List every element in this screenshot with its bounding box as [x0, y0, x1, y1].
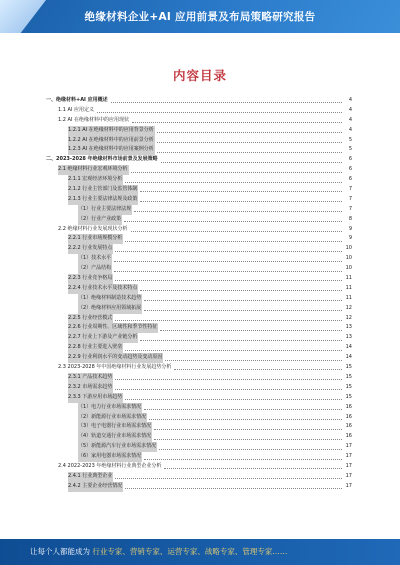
toc-dot-leader [125, 350, 342, 351]
toc-entry-label: 2.1.2 行业主管部门及监管体制 [68, 185, 138, 195]
toc-page-number: 11 [345, 294, 352, 301]
toc-entry[interactable] [46, 284, 352, 294]
toc-page-number: 6 [348, 166, 352, 173]
toc-entry[interactable] [46, 244, 352, 254]
toc-entry[interactable] [46, 274, 352, 284]
toc-entry-label: （2）新能源行业市场需求情况 [78, 413, 147, 423]
toc-dot-leader [115, 320, 342, 321]
toc-entry-label: 2.2 绝缘材料行业发展现状分析 [58, 225, 128, 232]
toc-dot-leader [165, 360, 342, 361]
toc-entry-label: （1）技术水平 [78, 254, 112, 264]
toc-entry-label: 1.2.2 AI 在绝缘材料中的应用前景分析 [68, 136, 155, 146]
toc-entry[interactable] [46, 136, 352, 146]
toc-entry[interactable] [46, 452, 352, 462]
toc-page-number: 17 [345, 472, 352, 479]
toc-entry[interactable] [46, 215, 352, 225]
toc-dot-leader [131, 172, 342, 173]
toc-entry[interactable] [46, 264, 352, 274]
toc-page-number: 15 [345, 373, 352, 380]
toc-page-number: 12 [345, 314, 352, 321]
toc-dot-leader [132, 122, 342, 123]
toc-entry[interactable] [46, 393, 352, 403]
toc-entry-label: 2.3.2 市场需求趋势 [68, 383, 113, 393]
toc-entry-label: 二、2023-2028 年绝缘材料市场前景及发展策略 [46, 156, 158, 163]
toc-page-number: 11 [345, 284, 352, 291]
toc-page-number: 4 [348, 97, 352, 103]
toc-entry-label: （3）电子电器行业市场需求情况 [78, 422, 152, 432]
toc-entry[interactable] [46, 165, 352, 175]
toc-entry[interactable] [46, 106, 352, 116]
toc-entry-label: 2.1.1 宏观经济环境分析 [68, 175, 123, 185]
toc-entry[interactable] [46, 343, 352, 353]
toc-page-number: 14 [345, 354, 352, 361]
toc-page-number: 16 [345, 423, 352, 430]
toc-entry-label: 2.1.3 行业主要法律法规及政策 [68, 195, 138, 205]
toc-dot-leader [114, 261, 342, 262]
toc-dot-leader [125, 182, 342, 183]
report-title: 绝缘材料企业+AI 应用前景及布局策略研究报告 [84, 11, 316, 23]
toc-dot-leader [144, 310, 342, 311]
toc-dot-leader [160, 330, 342, 331]
toc-dot-leader [115, 478, 342, 479]
toc-entry-label: 2.2.7 行业上下游及产业链分析 [68, 333, 138, 343]
toc-entry-label: 一、绝缘材料+AI 应用概述 [46, 97, 108, 103]
toc-dot-leader [164, 468, 342, 469]
toc-dot-leader [157, 132, 342, 133]
toc-dot-leader [134, 211, 342, 212]
toc-entry-label: （2）行业产业政策 [78, 215, 122, 225]
toc-entry[interactable] [46, 323, 352, 333]
toc-entry[interactable] [46, 373, 352, 383]
toc-dot-leader [154, 429, 342, 430]
toc-dot-leader [111, 102, 342, 103]
table-of-contents [46, 96, 352, 492]
toc-entry[interactable] [46, 383, 352, 393]
toc-page-number: 14 [345, 344, 352, 351]
header-banner [0, 0, 400, 33]
toc-dot-leader [115, 389, 342, 390]
toc-entry[interactable] [46, 422, 352, 432]
toc-dot-leader [114, 271, 342, 272]
toc-entry[interactable] [46, 116, 352, 126]
toc-dot-leader [140, 290, 342, 291]
toc-entry-label: （1）绝缘材料制造技术趋势 [78, 294, 142, 304]
toc-page-number: 11 [345, 275, 352, 282]
toc-entry[interactable] [46, 195, 352, 205]
toc-entry-label: 2.2.8 行业主要进入壁垒 [68, 343, 123, 353]
toc-entry-label: 2.1 绝缘材料行业宏观环境分析 [58, 165, 129, 175]
toc-entry[interactable] [46, 225, 352, 235]
toc-dot-leader [157, 142, 342, 143]
toc-heading: 内容目录 [172, 68, 227, 83]
toc-entry[interactable] [46, 462, 352, 472]
toc-entry-label: （2）绝缘材料应用领域拓展 [78, 304, 142, 314]
toc-entry[interactable] [46, 254, 352, 264]
toc-entry[interactable] [46, 353, 352, 363]
toc-dot-leader [154, 439, 342, 440]
toc-page-number: 10 [345, 245, 352, 252]
toc-entry[interactable] [46, 234, 352, 244]
toc-dot-leader [159, 449, 342, 450]
toc-entry-label: 2.4.2 主要企业经营情况 [68, 482, 123, 492]
toc-dot-leader [140, 201, 342, 202]
toc-entry-label: 2.2.5 行业经营模式 [68, 314, 113, 324]
toc-dot-leader [125, 399, 342, 400]
toc-dot-leader [161, 162, 342, 163]
toc-dot-leader [115, 379, 342, 380]
toc-entry-label: （4）轨道交通行业市场需求情况 [78, 432, 152, 442]
toc-entry[interactable] [46, 175, 352, 185]
toc-page-number: 8 [348, 215, 352, 222]
toc-entry-label: 2.3 2023-2028 年中国绝缘材料行业发展趋势分析 [58, 364, 172, 371]
toc-entry-label: （2）产品结构 [78, 264, 112, 274]
toc-entry[interactable] [46, 333, 352, 343]
toc-dot-leader [115, 251, 342, 252]
toc-dot-leader [125, 241, 342, 242]
toc-entry-label: 2.2.9 行业利润水平的变动趋势及变动原因 [68, 353, 163, 363]
toc-entry[interactable] [46, 294, 352, 304]
toc-page-number: 4 [348, 126, 352, 133]
toc-page-number: 4 [348, 116, 352, 123]
toc-page-number: 13 [345, 324, 352, 331]
toc-page-number: 15 [345, 393, 352, 400]
toc-page-number: 5 [348, 146, 352, 153]
toc-page-number: 7 [348, 186, 352, 193]
toc-page-number: 4 [348, 106, 352, 113]
toc-entry-label: 2.2.3 行业竞争格局 [68, 274, 113, 284]
toc-entry-label: （1）电力行业市场需求情况 [78, 403, 142, 413]
toc-entry-label: 2.3.1 产品技术趋势 [68, 373, 113, 383]
toc-page-number: 10 [345, 265, 352, 272]
toc-dot-leader [140, 340, 342, 341]
toc-page-number: 17 [345, 453, 352, 460]
toc-entry-label: 2.4.1 行业典型企业 [68, 472, 113, 482]
toc-entry[interactable] [46, 126, 352, 136]
toc-entry[interactable] [46, 363, 352, 373]
toc-entry-label: 2.2.1 行业市场规模分析 [68, 234, 123, 244]
toc-entry-label: （6）家用电器市场需求情况 [78, 452, 142, 462]
toc-page-number: 17 [345, 462, 352, 469]
footer-highlight: 行业专家、营销专家、运营专家、战略专家、管理专家…… [92, 547, 288, 556]
toc-page-number: 15 [345, 383, 352, 390]
toc-page-number: 7 [348, 205, 352, 212]
toc-page-number: 10 [345, 255, 352, 262]
toc-dot-leader [97, 112, 342, 113]
toc-entry-label: 2.2.6 行业周期性、区域性和季节性特征 [68, 323, 158, 333]
toc-dot-leader [144, 300, 342, 301]
toc-dot-leader [140, 191, 342, 192]
footer-lead: 让每个人都能成为 [30, 547, 90, 556]
toc-page-number: 16 [345, 433, 352, 440]
toc-entry-label: 2.2.2 行业发展特点 [68, 244, 113, 254]
toc-entry-label: 1.2.3 AI 在绝缘材料中的应用案例分析 [68, 145, 155, 155]
footer-text [30, 546, 287, 557]
toc-dot-leader [174, 369, 342, 370]
toc-entry[interactable] [46, 205, 352, 215]
toc-dot-leader [115, 280, 342, 281]
footer-banner [0, 539, 400, 565]
toc-dot-leader [124, 221, 342, 222]
toc-dot-leader [131, 231, 342, 232]
toc-dot-leader [125, 488, 342, 489]
toc-page-number: 17 [345, 443, 352, 450]
toc-entry[interactable] [46, 482, 352, 492]
toc-page-number: 12 [345, 304, 352, 311]
toc-entry[interactable] [46, 96, 352, 106]
toc-entry[interactable] [46, 145, 352, 155]
toc-page-number: 15 [345, 364, 352, 371]
toc-page-number: 9 [348, 225, 352, 232]
toc-entry[interactable] [46, 432, 352, 442]
toc-entry-label: 2.3.3 下游应用市场趋势 [68, 393, 123, 403]
toc-entry[interactable] [46, 403, 352, 413]
toc-page-number: 13 [345, 334, 352, 341]
toc-page-number: 6 [348, 156, 352, 163]
toc-page-number: 6 [348, 176, 352, 183]
toc-entry[interactable] [46, 413, 352, 423]
toc-entry-label: 2.4 2022-2023 年绝缘材料行业典型企业分析 [58, 462, 162, 469]
toc-entry[interactable] [46, 185, 352, 195]
toc-page-number: 17 [345, 482, 352, 489]
toc-entry-label: 1.2.1 AI 在绝缘材料中的应用背景分析 [68, 126, 155, 136]
toc-entry[interactable] [46, 314, 352, 324]
toc-entry[interactable] [46, 442, 352, 452]
toc-entry[interactable] [46, 155, 352, 165]
toc-dot-leader [144, 409, 342, 410]
toc-page-number: 7 [348, 195, 352, 202]
toc-entry[interactable] [46, 304, 352, 314]
toc-page-number: 16 [345, 403, 352, 410]
toc-entry[interactable] [46, 472, 352, 482]
toc-dot-leader [144, 459, 342, 460]
toc-page-number: 9 [348, 235, 352, 242]
toc-page-number: 16 [345, 413, 352, 420]
toc-page-number: 5 [348, 136, 352, 143]
toc-entry-label: （1）行业主要法律法规 [78, 205, 132, 215]
toc-entry-label: 2.2.4 行业技术水平及技术特点 [68, 284, 138, 294]
toc-dot-leader [157, 152, 342, 153]
toc-entry-label: 1.2 AI 在绝缘材料中的应用现状 [58, 116, 130, 123]
toc-dot-leader [149, 419, 342, 420]
toc-entry-label: （5）新能源汽车行业市场需求情况 [78, 442, 157, 452]
toc-entry-label: 1.1 AI 应用定义 [58, 106, 95, 113]
